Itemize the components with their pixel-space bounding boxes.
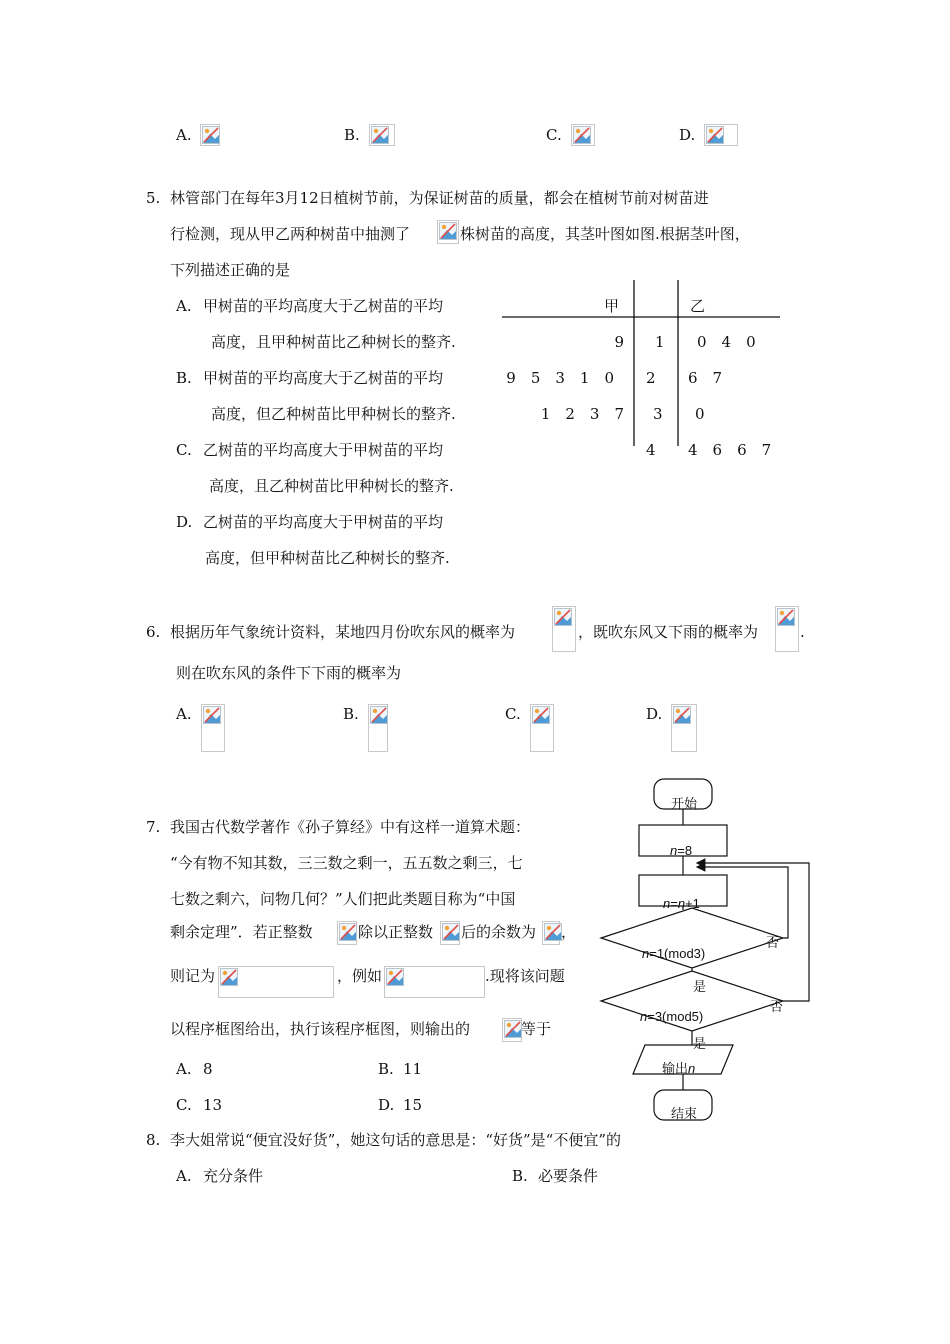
q6-text-line1b: ，既吹东风又下雨的概率为: [578, 623, 759, 641]
q8-number: 8.: [146, 1131, 161, 1149]
q7-text-line5a: 则记为: [170, 967, 216, 985]
q7-text-line5b: ，例如: [337, 967, 383, 985]
flowchart-step-var2: n: [677, 896, 686, 911]
q6-number: 6.: [146, 623, 161, 641]
flowchart-init-rest: =8: [677, 843, 693, 858]
image-placeholder-icon: [203, 706, 221, 724]
stem-leaf-lines: [500, 280, 785, 450]
q7-option-d-label: D.: [378, 1096, 395, 1114]
flowchart-step-rest: +1: [685, 896, 700, 911]
image-placeholder-icon: [532, 706, 550, 724]
q7-option-c-value: 13: [203, 1096, 223, 1114]
q7-text-line6a: 以程序框图给出，执行该程序框图，则输出的: [170, 1020, 471, 1038]
image-placeholder-icon: [777, 608, 795, 626]
q7-text-line1: 我国古代数学著作《孙子算经》中有这样一道算术题：: [170, 818, 531, 836]
flowchart-cond2-var: n: [640, 1009, 648, 1024]
q4-option-d-label: D.: [679, 126, 696, 144]
flowchart-output-var: n: [688, 1061, 696, 1076]
flowchart-end-label: 结束: [671, 1106, 698, 1121]
image-placeholder-icon: [706, 126, 724, 144]
stem-leaf-row2-left: 9 5 3 1 0: [506, 369, 614, 387]
flowchart-cond2-no-label: 否: [770, 999, 784, 1014]
flowchart-cond2-yes-label: 是: [693, 1036, 707, 1051]
stem-leaf-row4-right: 4 6 6 7: [688, 441, 772, 459]
flowchart-step-var: n: [663, 896, 671, 911]
q4-option-b-formula-image: [369, 124, 395, 146]
q7-output-var-n-image: [502, 1018, 522, 1042]
image-placeholder-icon: [202, 126, 220, 144]
image-placeholder-icon: [554, 608, 572, 626]
q4-option-a-label: A.: [176, 126, 192, 144]
q6-option-d-formula-image: [671, 704, 697, 752]
flowchart-cond1-rest: =1(mod3): [649, 946, 706, 961]
flowchart-connectors: [595, 770, 820, 1125]
image-placeholder-icon: [386, 968, 404, 986]
image-placeholder-icon: [339, 923, 357, 941]
q7-example-formula-image: [384, 966, 485, 998]
q7-option-d-value: 15: [403, 1096, 423, 1114]
q7-var-r-image: [542, 921, 560, 945]
image-placeholder-icon: [673, 706, 691, 724]
q7-option-b-label: B.: [378, 1060, 394, 1078]
stem-leaf-row3-left: 1 2 3 7: [540, 405, 624, 423]
q4-option-c-formula-image: [571, 124, 595, 146]
stem-leaf-row2-stem: 2: [646, 369, 656, 387]
flowchart-cond1-label: [642, 946, 705, 961]
q8-option-a-value: 充分条件: [203, 1167, 264, 1185]
q7-notation-formula-image: [218, 966, 334, 998]
q5-option-b-line2: 高度，但乙种树苗比甲种树长的整齐.: [211, 405, 456, 423]
q5-option-d-line1: 乙树苗的平均高度大于甲树苗的平均: [203, 513, 444, 531]
q5-option-d-line2: 高度，但甲种树苗比乙种树长的整齐.: [205, 549, 450, 567]
q6-option-b-label: B.: [343, 705, 359, 723]
q5-text-line2a: 行检测，现从甲乙两种树苗中抽测了: [170, 225, 411, 243]
flowchart-output-label: [662, 1058, 695, 1077]
q7-var-m-image: [440, 921, 460, 945]
flowchart-step-label: [663, 896, 700, 911]
q7-text-line5c: .现将该问题: [485, 967, 565, 985]
q7-option-b-value: 11: [403, 1060, 423, 1078]
flowchart-init-var: n: [670, 843, 678, 858]
stem-leaf-row1-left: 9: [614, 333, 624, 351]
q7-text-line4d: ，: [561, 923, 577, 941]
q8-text-line1: 李大姐常说“便宜没好货”，她这句话的意思是：“好货”是“不便宜”的: [170, 1131, 622, 1149]
q7-number: 7.: [146, 818, 161, 836]
q6-option-b-formula-image: [368, 704, 388, 752]
stem-leaf-row1-right: 0 4 0: [697, 333, 756, 351]
flowchart-output-text: 输出: [662, 1061, 689, 1076]
q5-option-a-label: A.: [176, 297, 192, 315]
flowchart-cond2-rest: =3(mod5): [647, 1009, 704, 1024]
q4-option-c-label: C.: [546, 126, 562, 144]
q7-text-line4b: 除以正整数: [358, 923, 434, 941]
stem-leaf-row2-right: 6 7: [688, 369, 723, 387]
q6-prob-east-wind-formula-image: [552, 606, 576, 652]
stem-leaf-row3-stem: 3: [653, 405, 663, 423]
image-placeholder-icon: [439, 222, 457, 240]
q7-option-c-label: C.: [176, 1096, 192, 1114]
q7-option-a-value: 8: [203, 1060, 213, 1078]
flowchart-step-mid: =: [670, 896, 678, 911]
flowchart-cond2-label: [640, 1009, 703, 1024]
q6-text-line1c: .: [800, 623, 805, 641]
q7-text-line3: 七数之剩六，问物几何？”人们把此类题目称为“中国: [170, 890, 516, 908]
q4-option-a-formula-image: [200, 124, 220, 146]
q8-option-a-label: A.: [176, 1167, 192, 1185]
q5-option-c-line1: 乙树苗的平均高度大于甲树苗的平均: [203, 441, 444, 459]
q6-option-a-label: A.: [176, 705, 192, 723]
q5-text-line2b: 株树苗的高度，其茎叶图如图.根据茎叶图，: [460, 225, 750, 243]
q4-option-b-label: B.: [344, 126, 360, 144]
stem-leaf-header-jia: 甲: [604, 297, 620, 315]
q5-option-b-line1: 甲树苗的平均高度大于乙树苗的平均: [203, 369, 444, 387]
q5-option-c-label: C.: [176, 441, 192, 459]
image-placeholder-icon: [371, 126, 389, 144]
stem-leaf-row3-right: 0: [695, 405, 705, 423]
image-placeholder-icon: [573, 126, 591, 144]
stem-leaf-header-yi: 乙: [690, 297, 706, 315]
flowchart-cond1-var: n: [642, 946, 650, 961]
q5-text-line3: 下列描述正确的是: [170, 261, 291, 279]
q7-text-line6b: 等于: [521, 1020, 552, 1038]
image-placeholder-icon: [504, 1020, 522, 1038]
image-placeholder-icon: [544, 923, 562, 941]
q6-text-line1a: 根据历年气象统计资料，某地四月份吹东风的概率为: [170, 623, 516, 641]
q5-text-line1: 林管部门在每年3月12日植树节前，为保证树苗的质量，都会在植树节前对树苗进: [170, 189, 709, 207]
flowchart-init-label: [670, 843, 692, 858]
q5-option-c-line2: 高度，且乙种树苗比甲种树长的整齐.: [209, 477, 454, 495]
q6-option-c-label: C.: [505, 705, 521, 723]
stem-leaf-row4-stem: 4: [646, 441, 656, 459]
q7-var-n-image: [337, 921, 357, 945]
q8-option-b-value: 必要条件: [538, 1167, 599, 1185]
q4-option-d-formula-image: [704, 124, 738, 146]
q5-count-formula-image: [437, 220, 459, 244]
q7-text-line2: “今有物不知其数，三三数之剩一，五五数之剩三，七: [170, 854, 523, 872]
q6-prob-wind-rain-formula-image: [775, 606, 799, 652]
image-placeholder-icon: [370, 706, 388, 724]
q8-option-b-label: B.: [512, 1167, 528, 1185]
q5-option-b-label: B.: [176, 369, 192, 387]
q6-option-d-label: D.: [646, 705, 663, 723]
image-placeholder-icon: [220, 968, 238, 986]
q7-option-a-label: A.: [176, 1060, 192, 1078]
image-placeholder-icon: [442, 923, 460, 941]
q5-option-a-line1: 甲树苗的平均高度大于乙树苗的平均: [203, 297, 444, 315]
q6-option-c-formula-image: [530, 704, 554, 752]
flowchart-start-label: 开始: [671, 796, 698, 811]
q6-text-line2: 则在吹东风的条件下下雨的概率为: [176, 664, 402, 682]
q7-text-line4c: 后的余数为: [461, 923, 537, 941]
q5-number: 5.: [146, 189, 161, 207]
stem-leaf-row1-stem: 1: [655, 333, 665, 351]
q7-text-line4a: 剩余定理”．若正整数: [170, 923, 313, 941]
flowchart-cond1-yes-label: 是: [693, 979, 707, 994]
q5-option-d-label: D.: [176, 513, 193, 531]
flowchart-cond1-no-label: 否: [766, 935, 780, 950]
q5-option-a-line2: 高度，且甲种树苗比乙种树长的整齐.: [211, 333, 456, 351]
q6-option-a-formula-image: [201, 704, 225, 752]
